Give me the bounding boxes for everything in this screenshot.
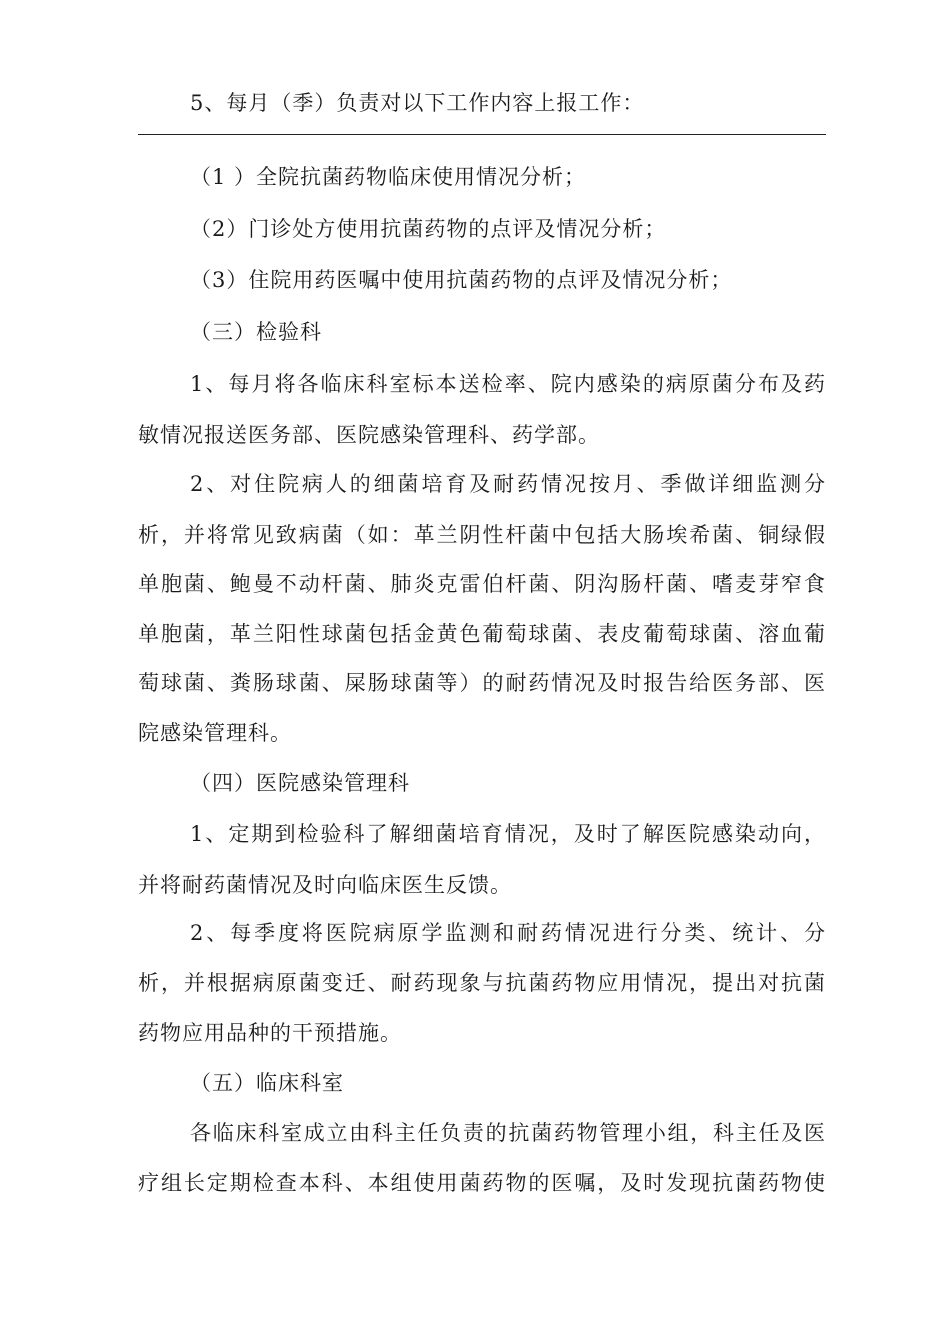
infection-p1-line-2: 并将耐药菌情况及时向临床医生反馈。 <box>138 873 512 897</box>
lab-p2-line-3: 单胞菌、鲍曼不动杆菌、肺炎克雷伯杆菌、阴沟肠杆菌、嗜麦芽窄食 <box>138 572 826 596</box>
clinical-p1-line-1: 各临床科室成立由科主任负责的抗菌药物管理小组，科主任及医 <box>190 1121 826 1145</box>
lab-p2-line-5: 萄球菌、粪肠球菌、屎肠球菌等）的耐药情况及时报告给医务部、医 <box>138 671 826 695</box>
pharmacy-item-1: （1 ）全院抗菌药物临床使用情况分析； <box>190 165 587 189</box>
infection-p2-line-3: 药物应用品种的干预措施。 <box>138 1021 402 1045</box>
section-heading-infection: （四）医院感染管理科 <box>190 771 410 795</box>
lab-p2-line-1: 2、对住院病人的细菌培育及耐药情况按月、季做详细监测分 <box>190 472 826 496</box>
lab-p1-line-1: 1、每月将各临床科室标本送检率、院内感染的病原菌分布及药 <box>190 372 826 396</box>
section-heading-clinical: （五）临床科室 <box>190 1071 344 1095</box>
pharmacy-item-2: （2）门诊处方使用抗菌药物的点评及情况分析； <box>190 217 667 241</box>
lab-p2-line-2: 析，并将常见致病菌（如：革兰阴性杆菌中包括大肠埃希菌、铜绿假 <box>138 523 826 547</box>
header-line: 5、每月（季）负责对以下工作内容上报工作： <box>190 91 645 115</box>
infection-p2-line-1: 2、每季度将医院病原学监测和耐药情况进行分类、统计、分 <box>190 921 826 945</box>
infection-p1-line-1: 1、定期到检验科了解细菌培育情况，及时了解医院感染动向， <box>190 822 826 846</box>
header-rule <box>138 134 826 135</box>
infection-p2-line-2: 析，并根据病原菌变迁、耐药现象与抗菌药物应用情况，提出对抗菌 <box>138 971 826 995</box>
section-heading-lab: （三）检验科 <box>190 320 322 344</box>
lab-p2-line-4: 单胞菌，革兰阳性球菌包括金黄色葡萄球菌、表皮葡萄球菌、溶血葡 <box>138 622 826 646</box>
clinical-p1-line-2: 疗组长定期检查本科、本组使用菌药物的医嘱，及时发现抗菌药物使 <box>138 1171 826 1195</box>
lab-p2-line-6: 院感染管理科。 <box>138 721 292 745</box>
pharmacy-item-3: （3）住院用药医嘱中使用抗菌药物的点评及情况分析； <box>190 268 733 292</box>
lab-p1-line-2: 敏情况报送医务部、医院感染管理科、药学部。 <box>138 423 600 447</box>
